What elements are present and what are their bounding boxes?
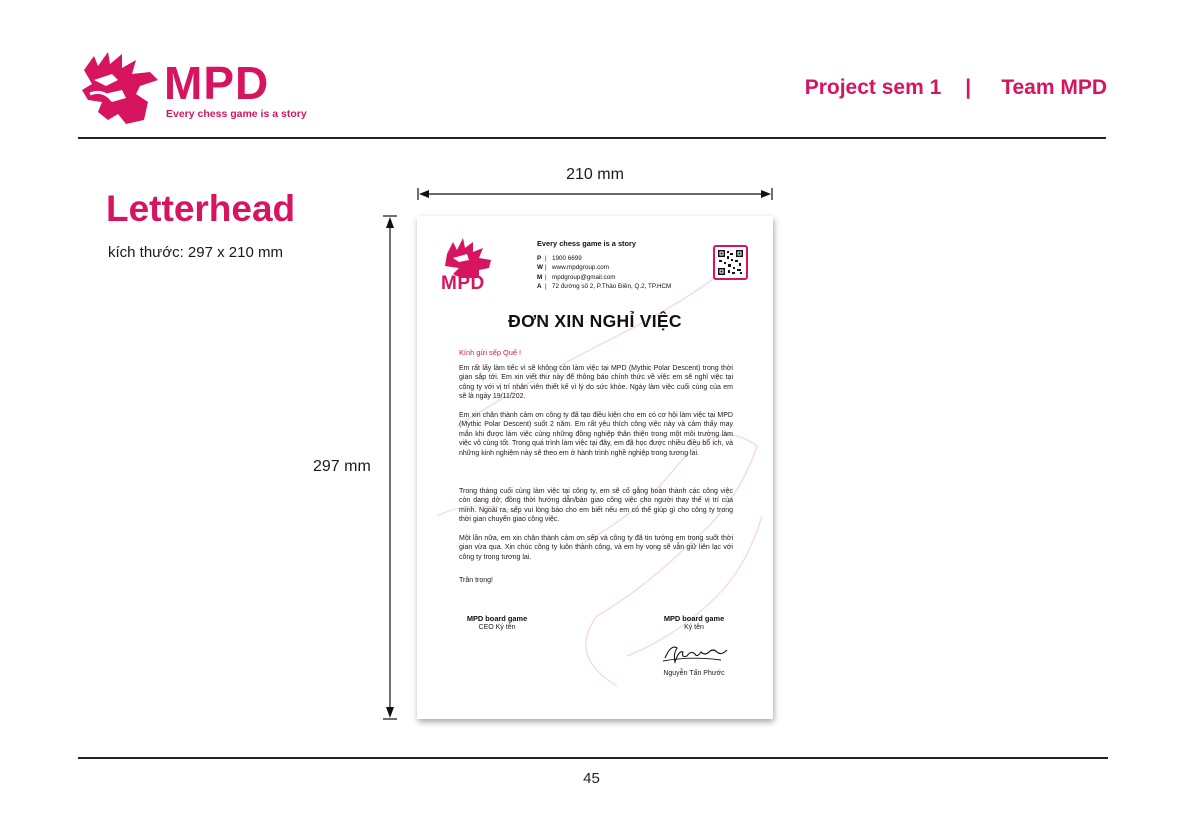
brand-tagline: Every chess game is a story xyxy=(166,108,307,120)
contact-row-phone: P | 1900 6699 xyxy=(537,255,582,262)
height-dimension-label: 297 mm xyxy=(313,458,371,475)
contact-value: mpdgroup@gmail.com xyxy=(552,273,616,281)
contact-key: P xyxy=(537,255,542,262)
signer-name: Nguyễn Tấn Phước xyxy=(663,670,725,677)
contact-row-mail: M | mpdgroup@gmail.com xyxy=(537,273,616,281)
letter-paragraph: Trong tháng cuối cùng làm việc tại công ty, em sẽ cố gắng hoàn thành các công việc còn dang dở; đồng thời hướng dẫn/bàn giao công việc cho người thay thế vị trí của mình. Ngoài ra, sếp vui lòng báo cho em biết nếu em có thể giúp gì cho công ty trong thời gian chuyển giao công việc. xyxy=(459,488,733,524)
letter-logo-wordmark: MPD xyxy=(441,273,485,294)
width-dimension-arrow xyxy=(417,188,773,200)
signature-role: Ký tên xyxy=(684,624,704,631)
team-label: Team MPD xyxy=(1001,76,1107,99)
signature-company: MPD board game xyxy=(466,614,528,623)
signature-role: CEO Ký tên xyxy=(478,624,516,631)
letter-closing: Trân trọng! xyxy=(459,577,493,584)
section-title: Letterhead xyxy=(106,188,296,229)
letter-paragraph: Một lần nữa, em xin chân thành cảm ơn sếp và công ty đã tin tưởng em trong suốt thời gian vừa qua. Xin chúc công ty luôn thành công, và em hy vọng sẽ vẫn giữ liên lạc với công ty trong tương lai. xyxy=(459,535,733,561)
contact-row-address: A | 72 đường số 2, P.Thảo Điền, Q.2, TP.HCM xyxy=(537,283,672,291)
letter-tagline: Every chess game is a story xyxy=(537,239,637,248)
contact-value: 1900 6699 xyxy=(552,255,582,262)
letter-greeting: Kính gửi sếp Quế ! xyxy=(459,348,522,357)
letterhead-sheet xyxy=(417,216,773,719)
header-divider xyxy=(78,137,1106,139)
header-meta xyxy=(805,76,1107,100)
signature-block-left xyxy=(457,614,537,631)
signature-company: MPD board game xyxy=(663,614,725,623)
width-dimension-label: 210 mm xyxy=(566,166,624,183)
dragon-logo-icon xyxy=(78,50,160,126)
contact-key: M xyxy=(537,273,543,281)
contact-row-web: W | www.mpdgroup.com xyxy=(537,264,610,272)
page-number: 45 xyxy=(583,770,600,787)
brand-wordmark: MPD xyxy=(164,57,270,109)
brand-logo xyxy=(78,46,308,126)
contact-key: W xyxy=(537,264,543,272)
qr-code-icon xyxy=(713,245,748,280)
footer-divider xyxy=(78,757,1108,759)
contact-block xyxy=(537,254,671,292)
letter-paragraph: Em xin chân thành cảm ơn công ty đã tạo điều kiện cho em có cơ hội làm việc tại MPD (Mythic Polar Descent) suốt 2 năm. Em rất yêu thích công việc này và cảm thấy may mắn khi được làm việc cùng những đồng nghiệp thân thiện trong một môi trường làm việc vô cùng tốt. Trong quá trình làm việc tại đây, em đã học được nhiều điều bổ ích, và những kinh nghiệm này sẽ theo em ở hành trình nghề nghiệp trong tương lai. xyxy=(459,412,733,457)
height-dimension-arrow xyxy=(383,215,397,720)
project-label: Project sem 1 xyxy=(804,76,942,99)
signature-block-right xyxy=(649,614,739,631)
header-separator: | xyxy=(965,76,972,99)
contact-key: A xyxy=(537,283,542,291)
contact-value: 72 đường số 2, P.Thảo Điền, Q.2, TP.HCM xyxy=(552,283,672,291)
letter-title: ĐƠN XIN NGHỈ VIỆC xyxy=(508,311,682,331)
contact-value: www.mpdgroup.com xyxy=(552,264,610,272)
handwritten-signature-icon xyxy=(661,640,731,666)
section-size-label: kích thước: 297 x 210 mm xyxy=(108,244,283,261)
letter-paragraph: Em rất lấy làm tiếc vì sẽ không còn làm việc tại MPD (Mythic Polar Descent) trong thời gian sắp tới. Em xin viết thư này để thông báo chính thức về việc em sẽ nghỉ việc tại công ty với vị trí nhân viên thiết kế vì lý do sức khỏe. Ngày làm việc cuối cùng của em sẽ là ngày 19/11/202. xyxy=(459,365,733,401)
